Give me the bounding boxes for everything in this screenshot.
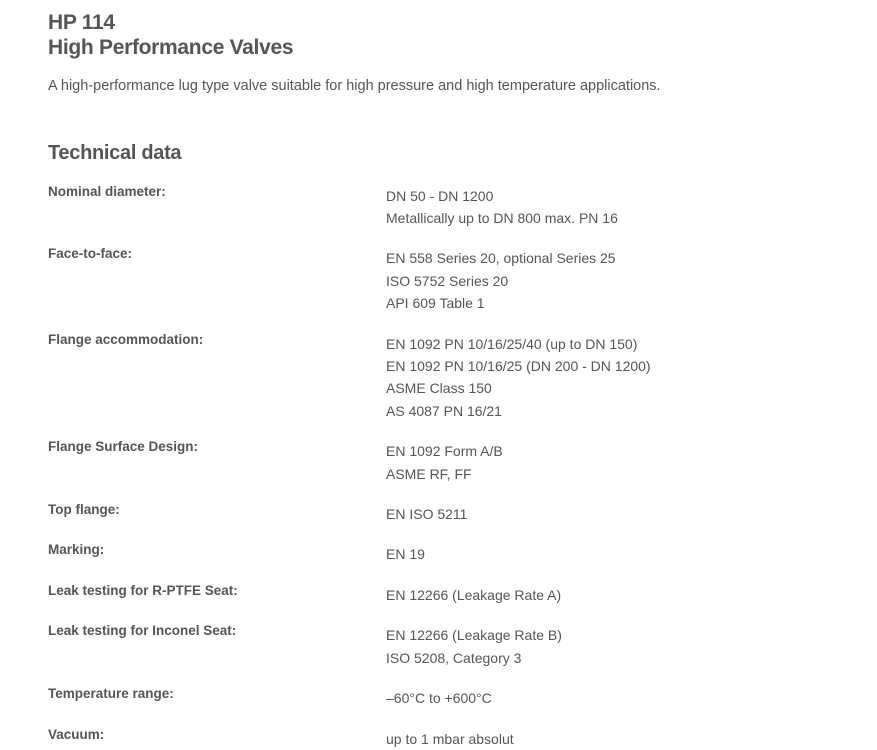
product-description: A high-performance lug type valve suitable for high pressure and high temperature applications. [48,78,661,94]
spec-value: ASME RF, FF [386,465,472,482]
spec-row-vacuum [48,725,877,750]
spec-value: up to 1 mbar absolut [386,730,514,747]
spec-label: Leak testing for R-PTFE Seat: [48,582,238,598]
spec-values [386,581,877,606]
spec-row-marking [48,540,877,565]
spec-label: Flange Surface Design: [48,439,199,455]
spec-label: Top flange: [48,502,120,518]
technical-data-heading: Technical data [48,142,182,164]
spec-value: EN ISO 5211 [386,506,468,523]
technical-data-table [48,182,877,750]
spec-row-temperature-range [48,684,877,709]
spec-label: Temperature range: [48,686,174,702]
spec-value: AS 4087 PN 16/21 [386,402,502,419]
spec-label: Marking: [48,542,105,558]
spec-values [386,182,877,230]
product-line-title: High Performance Valves [48,36,294,59]
spec-label: Leak testing for Inconel Seat: [48,623,237,639]
spec-value: EN 1092 Form A/B [386,443,503,460]
spec-value: API 609 Table 1 [386,295,485,312]
spec-value: ISO 5752 Series 20 [386,272,509,289]
spec-values [386,330,877,423]
spec-label: Vacuum: [48,726,105,742]
spec-value: –60°C to +600°C [386,690,492,707]
spec-value: EN 1092 PN 10/16/25/40 (up to DN 150) [386,335,638,352]
spec-values [386,500,877,525]
product-model: HP 114 [48,11,115,34]
spec-value: EN 1092 PN 10/16/25 (DN 200 - DN 1200) [386,358,651,375]
spec-values [386,684,877,709]
spec-value: Metallically up to DN 800 max. PN 16 [386,210,618,226]
spec-row-flange-accommodation [48,330,877,423]
spec-values [386,621,877,669]
spec-values [386,725,877,750]
spec-label: Flange accommodation: [48,331,204,347]
spec-row-top-flange [48,500,877,525]
spec-row-face-to-face [48,244,877,314]
spec-values [386,437,877,485]
product-title [48,10,877,60]
spec-value: EN 19 [386,546,425,563]
spec-value: EN 558 Series 20, optional Series 25 [386,250,616,267]
spec-value: ISO 5208, Category 3 [386,649,522,666]
spec-value: ASME Class 150 [386,380,492,397]
spec-values [386,244,877,314]
spec-label: Nominal diameter: [48,183,166,199]
spec-row-leak-testing-inconel [48,621,877,669]
spec-row-nominal-diameter [48,182,877,230]
spec-value: EN 12266 (Leakage Rate B) [386,627,562,644]
spec-values [386,540,877,565]
spec-row-flange-surface-design [48,437,877,485]
spec-value: EN 12266 (Leakage Rate A) [386,586,562,603]
spec-label: Face-to-face: [48,246,133,262]
spec-row-leak-testing-rptfe [48,581,877,606]
spec-value: DN 50 - DN 1200 [386,187,494,204]
